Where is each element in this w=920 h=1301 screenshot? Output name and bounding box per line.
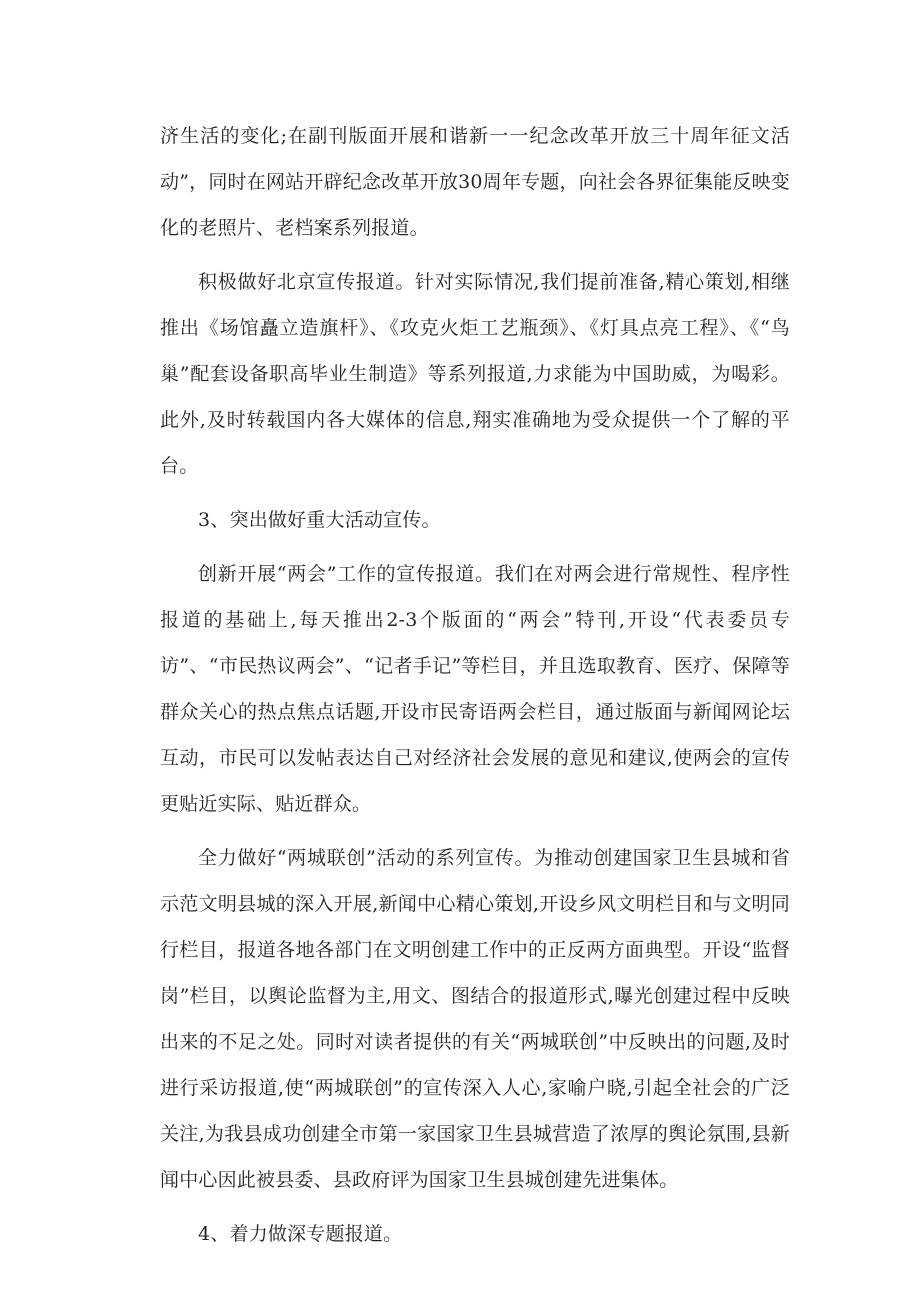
paragraph: 积极做好北京宣传报道。针对实际情况,我们提前准备,精心策划,相继推出《场馆矗立造旗杆》、《攻克火炬工艺瓶颈》、《灯具点亮工程》、《“鸟巢”配套设备职高毕业生制造》等系列报道,力求能为中国助威，为喝彩。此外,及时转载国内各大媒体的信息,翔实准确地为受众提供一个了解的平台。 bbox=[160, 271, 790, 477]
paragraph: 创新开展“两会”工作的宣传报道。我们在对两会进行常规性、程序性报道的基础上,每天推出2-3个版面的“两会”特刊,开设“代表委员专访”、“市民热议两会”、“记者手记”等栏目，并且选取教育、医疗、保障等群众关心的热点焦点话题,开设市民寄语两会栏目，通过版面与新闻网论坛互动，市民可以发帖表达自己对经济社会发展的意见和建议,使两会的宣传更贴近实际、贴近群众。 bbox=[160, 563, 790, 815]
paragraph: 全力做好“两城联创”活动的系列宣传。为推动创建国家卫生县城和省示范文明县城的深入开展,新闻中心精心策划,开设乡风文明栏目和与文明同行栏目，报道各地各部门在文明创建工作中的正反两方面典型。开设“监督岗”栏目，以舆论监督为主,用文、图结合的报道形式,曝光创建过程中反映出来的不足之处。同时对读者提供的有关“两城联创”中反映出的问题,及时进行采访报道,使“两城联创”的宣传深入人心,家喻户晓,引起全社会的广泛关注,为我县成功创建全市第一家国家卫生县城营造了浓厚的舆论氛围,县新闻中心因此被县委、县政府评为国家卫生县城创建先进集体。 bbox=[160, 847, 790, 1191]
paragraph: 济生活的变化;在副刊版面开展和谐新一一纪念改革开放三十周年征文活动”，同时在网站开辟纪念改革开放30周年专题，向社会各界征集能反映变化的老照片、老档案系列报道。 bbox=[160, 125, 790, 239]
section-heading: 3、突出做好重大活动宣传。 bbox=[198, 509, 441, 531]
section-heading: 4、着力做深专题报道。 bbox=[198, 1223, 403, 1245]
document-body bbox=[160, 113, 790, 1265]
